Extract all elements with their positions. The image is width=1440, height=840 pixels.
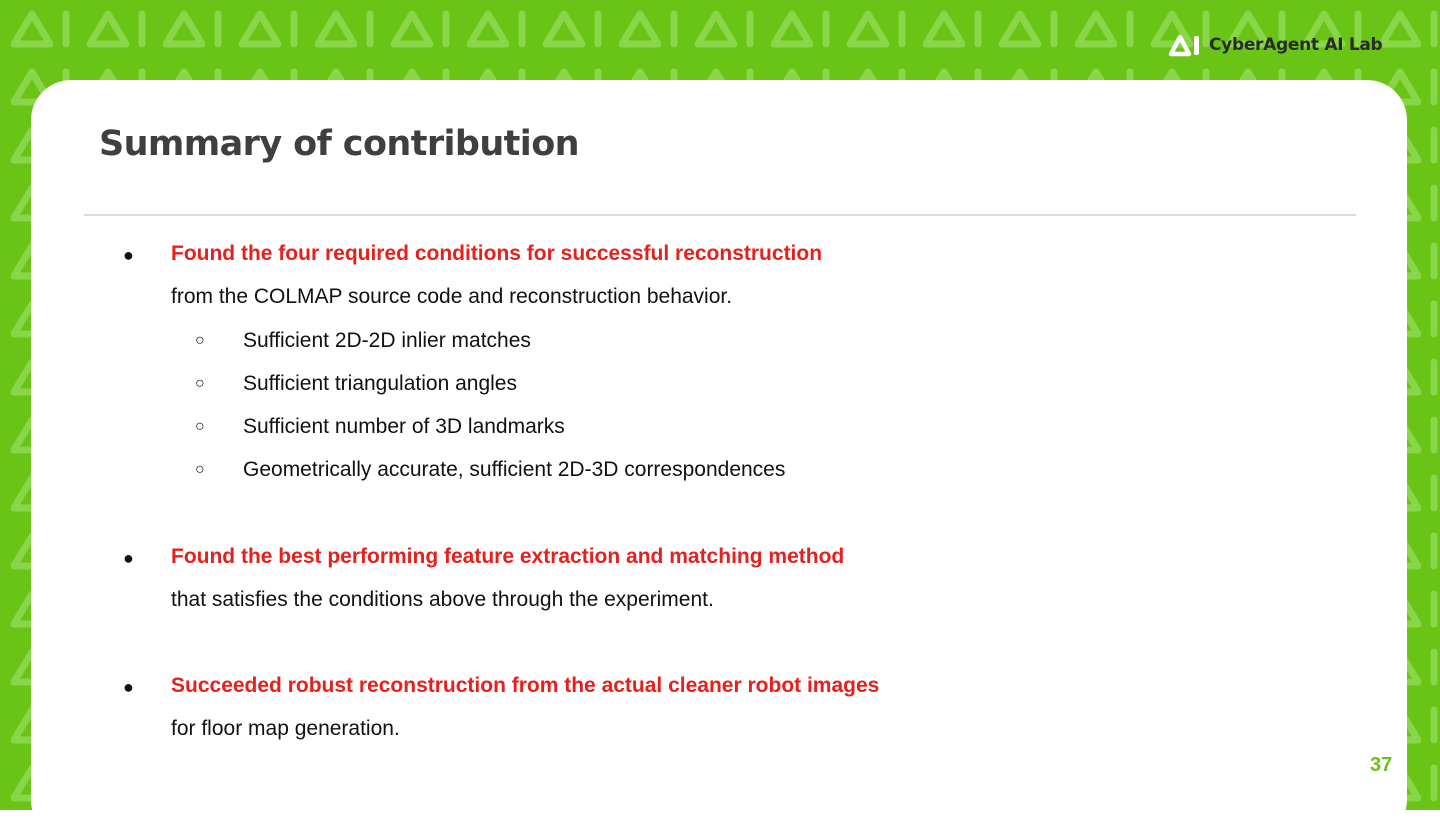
page-number: 37	[1370, 754, 1393, 776]
slide-title: Summary of contribution	[99, 124, 579, 164]
sub-bullet-marker: ○	[195, 461, 205, 478]
bullet-marker: ●	[123, 245, 134, 265]
ai-logo-icon	[1168, 33, 1202, 57]
bullet-marker: ●	[123, 548, 134, 568]
bullet-marker: ●	[123, 677, 134, 697]
sub-bullet-text: Sufficient triangulation angles	[243, 372, 517, 395]
title-divider	[84, 214, 1356, 216]
bullet-heading: Succeeded robust reconstruction from the actual cleaner robot images	[171, 674, 880, 697]
sub-bullet-marker: ○	[195, 375, 205, 392]
sub-bullet-text: Geometrically accurate, sufficient 2D-3D correspondences	[243, 458, 786, 481]
bullet-body: that satisfies the conditions above through the experiment.	[171, 588, 714, 611]
cyberagent-ai-lab-logo	[1168, 32, 1382, 58]
bullet-body: for floor map generation.	[171, 717, 400, 740]
bullet-body: from the COLMAP source code and reconstruction behavior.	[171, 285, 733, 308]
bullet-heading: Found the four required conditions for successful reconstruction	[171, 242, 823, 265]
bullet-heading: Found the best performing feature extraction and matching method	[171, 545, 845, 568]
sub-bullet-text: Sufficient number of 3D landmarks	[243, 415, 565, 438]
logo-text: CyberAgent AI Lab	[1209, 35, 1383, 55]
sub-bullet-marker: ○	[195, 418, 205, 435]
sub-bullet-marker: ○	[195, 332, 205, 349]
sub-bullet-text: Sufficient 2D-2D inlier matches	[243, 329, 531, 352]
